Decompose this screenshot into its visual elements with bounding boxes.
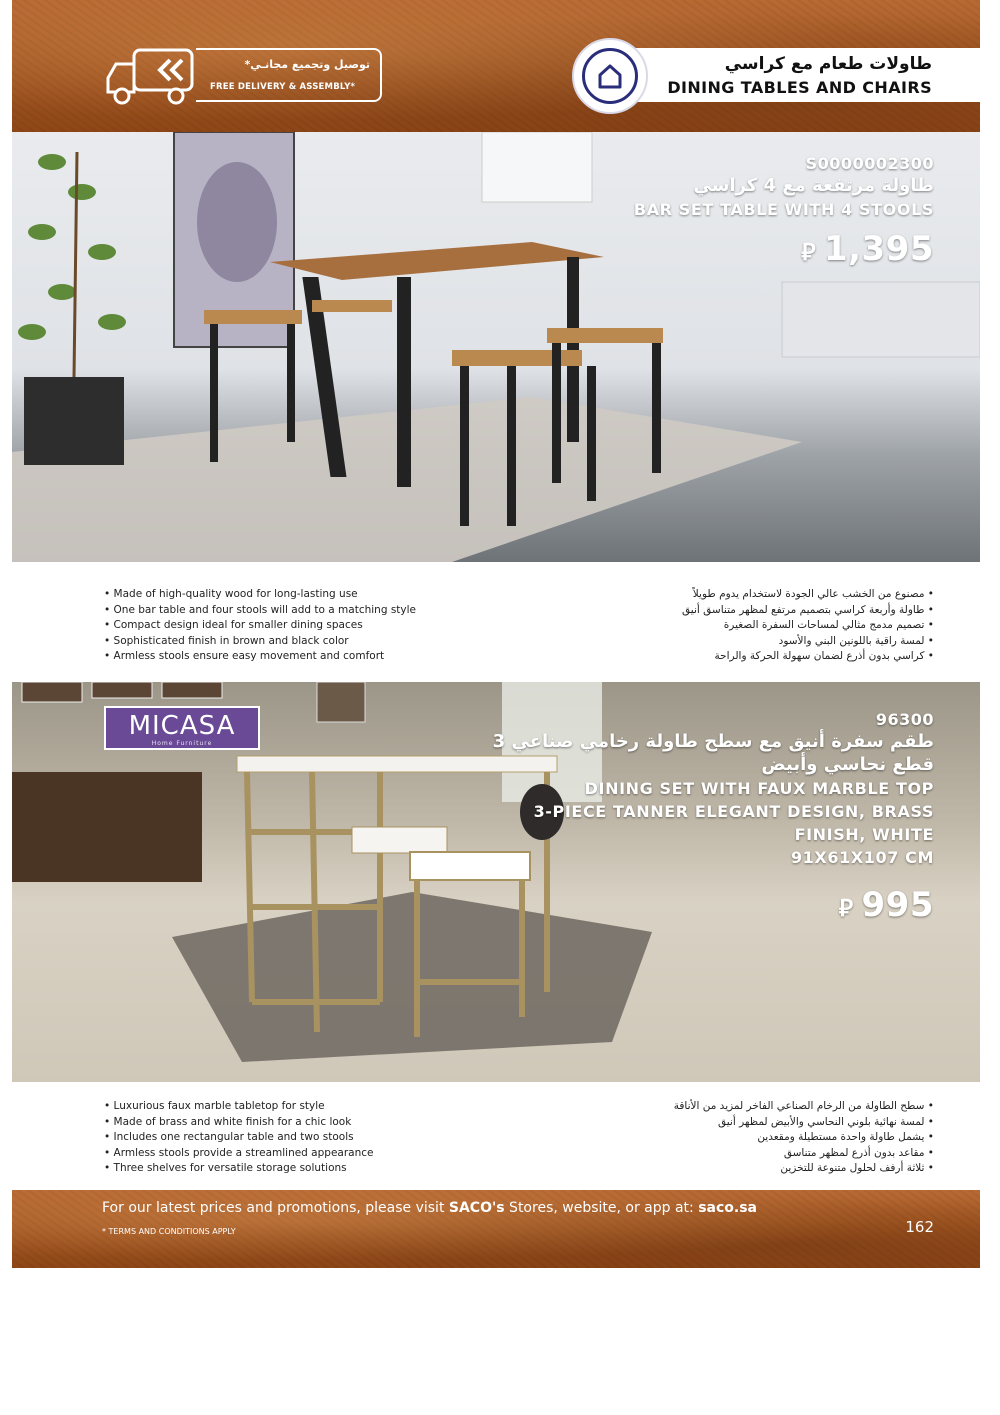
feature-item: • لمسة نهائية بلوني النحاسي والأبيض لمظهر أنيق: [717, 1115, 934, 1128]
product-name-en: BAR SET TABLE WITH 4 STOOLS: [633, 200, 934, 219]
feature-item: • ثلاثة أرفف لحلول متنوعة للتخزين: [780, 1162, 934, 1174]
product-price: [634, 229, 934, 269]
product-sku: 96300: [875, 710, 934, 729]
currency-symbol: ⃁: [838, 894, 854, 922]
product-name-ar: طقم سفرة أنيق مع سطح طاولة رخامي صناعي 3: [492, 731, 934, 752]
features-list-ar: [682, 587, 934, 665]
product-name-ar: طاولة مرتفعة مع 4 كراسي: [693, 175, 934, 196]
product-name-en: FINISH, WHITE: [794, 825, 934, 844]
product-price: [493, 885, 934, 925]
currency-symbol: ⃁: [801, 238, 816, 266]
feature-item: • Made of brass and white finish for a chic look: [104, 1115, 352, 1128]
features-list-ar: [674, 1099, 934, 1177]
features-list-en: [104, 1099, 373, 1177]
feature-item: • يشمل طاولة واحدة مستطيلة ومقعدين: [757, 1131, 934, 1143]
feature-item: • Armless stools ensure easy movement and comfort: [104, 650, 385, 662]
feature-item: • تصميم مدمج مثالي لمساحات السفرة الصغيرة: [723, 619, 934, 631]
feature-item: • لمسة راقية باللونين البني والأسود: [778, 634, 934, 647]
features-list-en: [104, 587, 416, 665]
feature-item: • Made of high-quality wood for long-lasting use: [104, 588, 358, 600]
price-value: 995: [861, 885, 934, 925]
product-name-ar: قطع نحاسي وأبيض: [761, 754, 934, 775]
product-name-en: 3-PIECE TANNER ELEGANT DESIGN, BRASS: [533, 802, 934, 821]
product-dimensions: 91X61X107 CM: [790, 848, 934, 867]
micasa-logo: MICASA Home Furniture: [104, 706, 260, 750]
product-info-bar-set: [634, 154, 934, 269]
product-photo-bar-set: [12, 132, 980, 562]
delivery-label-ar: توصيل وتجميع مجانـي*: [244, 58, 370, 71]
feature-item: • Armless stools provide a streamlined appearance: [104, 1146, 374, 1159]
page-number: 162: [905, 1218, 934, 1236]
feature-item: • Includes one rectangular table and two stools: [104, 1131, 354, 1143]
footer-banner: [12, 1190, 980, 1268]
product-sku: S0000002300: [805, 154, 934, 173]
delivery-label-en: FREE DELIVERY & ASSEMBLY*: [210, 82, 356, 92]
footer-website-link[interactable]: saco.sa: [698, 1200, 757, 1216]
feature-item: • كراسي بدون أذرع لضمان سهولة الحركة والراحة: [714, 650, 934, 662]
feature-item: • سطح الطاولة من الرخام الصناعي الفاخر لمزيد من الأناقة: [673, 1100, 934, 1112]
feature-item: • مصنوع من الخشب عالي الجودة لاستخدام يدوم طويلاً: [692, 588, 934, 600]
feature-item: • Sophisticated finish in brown and black color: [104, 634, 349, 647]
price-value: 1,395: [823, 229, 934, 269]
product-info-dining-set: [493, 710, 934, 925]
delivery-label-box: [196, 48, 382, 102]
feature-item: • One bar table and four stools will add to a matching style: [104, 603, 417, 616]
header-banner: [12, 0, 980, 132]
feature-item: • Three shelves for versatile storage solutions: [104, 1162, 347, 1174]
product-name-en: DINING SET WITH FAUX MARBLE TOP: [584, 779, 934, 798]
truck-icon: [104, 46, 196, 106]
feature-item: • طاولة وأربعة كراسي بتصميم مرتفع لمظهر متناسق أنيق: [682, 603, 934, 616]
terms-note: * TERMS AND CONDITIONS APPLY: [102, 1227, 236, 1236]
feature-item: • Luxurious faux marble tabletop for style: [104, 1100, 325, 1112]
category-title-ar: طاولات طعام مع كراسي: [724, 54, 932, 74]
footer-brand: SACO's: [448, 1200, 505, 1216]
category-title-en: DINING TABLES AND CHAIRS: [667, 78, 932, 97]
category-badge: [572, 38, 648, 114]
feature-item: • Compact design ideal for smaller dining spaces: [104, 619, 363, 631]
feature-item: • مقاعد بدون أذرع لمظهر متناسق: [783, 1146, 934, 1159]
home-icon: [595, 61, 625, 91]
footer-promo-text: For our latest prices and promotions, please visit SACO's Stores, website, or app at: saco.sa: [102, 1200, 757, 1216]
free-delivery-badge: [104, 46, 382, 106]
catalog-page: [12, 0, 980, 1268]
product-photo-dining-set: [12, 682, 980, 1082]
